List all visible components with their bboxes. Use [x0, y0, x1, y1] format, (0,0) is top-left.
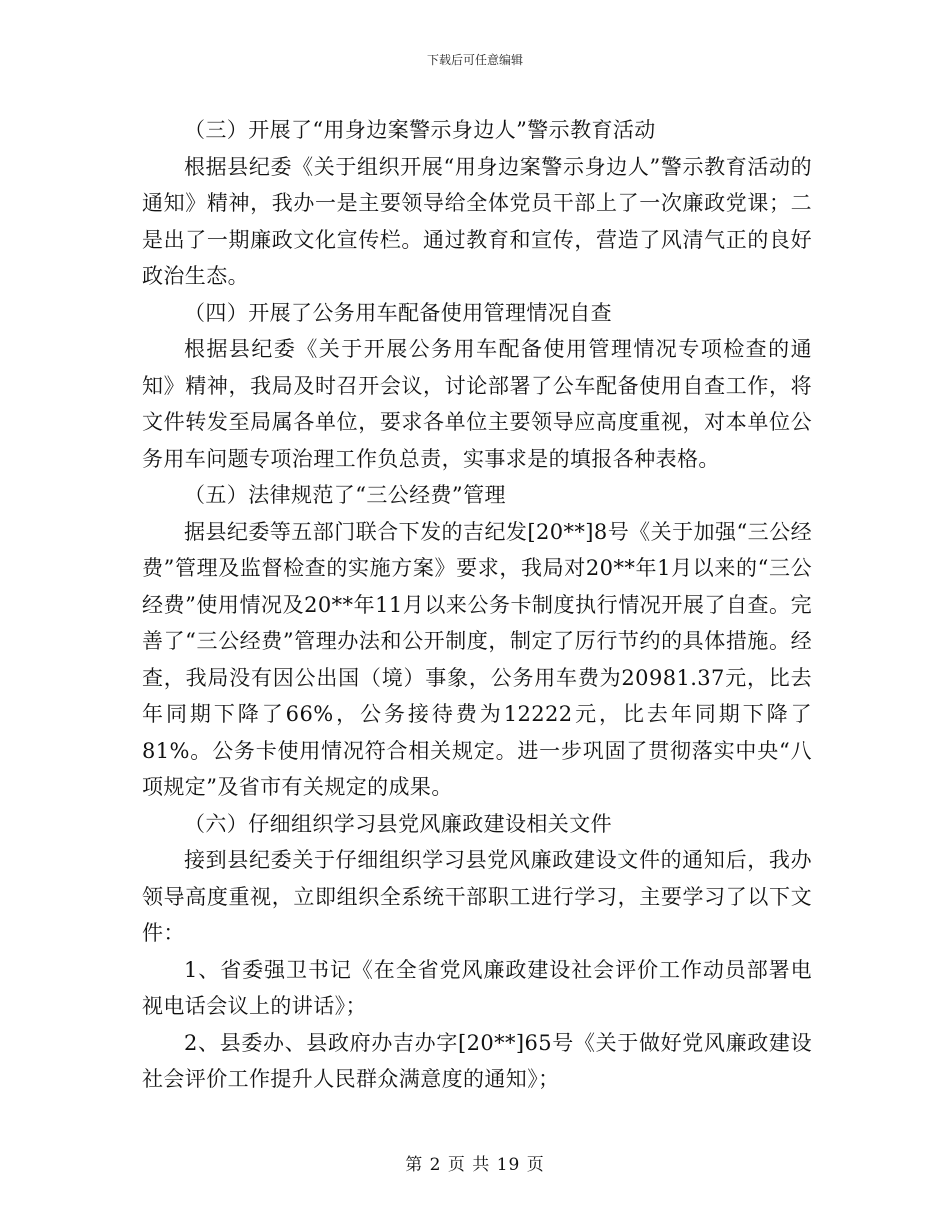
page-footer: 第 2 页 共 19 页 [405, 1155, 545, 1175]
section-heading-5: （五）法律规范了“三公经费”管理 [184, 483, 506, 507]
section-heading-4: （四）开展了公务用车配备使用管理情况自查 [184, 300, 612, 325]
section-heading-6: （六）仔细组织学习县党风廉政建设相关文件 [184, 811, 612, 836]
list-item: 2、县委办、县政府办吉办字[20**]65号《关于做好党风廉政建设社会评价工作提升人民群众满意度的通知》； [142, 1030, 812, 1091]
paragraph: 接到县纪委关于仔细组织学习县党风廉政建设文件的通知后，我办领导高度重视，立即组织全系统干部职工进行学习，主要学习了以下文件： [142, 848, 812, 945]
list-item: 1、省委强卫书记《在全省党风廉政建设社会评价工作动员部署电视电话会议上的讲话》； [142, 957, 812, 1018]
paragraph: 据县纪委等五部门联合下发的吉纪发[20**]8号《关于加强“三公经费”管理及监督检查的实施方案》要求，我局对20**年1月以来的“三公经费”使用情况及20**年11月以来公务卡制度执行情况开展了自查。完善了“三公经费”管理办法和公开制度，制定了厉行节约的具体措施。经查，我局没有因公出国（境）事象，公务用车费为20981.37元，比去年同期下降了66%，公务接待费为12222元，比去年同期下降了81%。公务卡使用情况符合相关规定。进一步巩固了贯彻落实中央“八项规定”及省市有关规定的成果。 [142, 519, 812, 799]
page-header: 下载后可任意编辑 [426, 53, 523, 67]
paragraph: 根据县纪委《关于开展公务用车配备使用管理情况专项检查的通知》精神，我局及时召开会议，讨论部署了公车配备使用自查工作，将文件转发至局属各单位，要求各单位主要领导应高度重视，对本单位公务用车问题专项治理工作负总责，实事求是的填报各种表格。 [142, 337, 812, 471]
paragraph: 根据县纪委《关于组织开展“用身边案警示身边人”警示教育活动的通知》精神，我办一是主要领导给全体党员干部上了一次廉政党课；二是出了一期廉政文化宣传栏。通过教育和宣传，营造了风清气正的良好政治生态。 [142, 154, 812, 288]
document-body [142, 112, 812, 1098]
section-heading-3: （三）开展了“用身边案警示身边人”警示教育活动 [184, 118, 656, 142]
